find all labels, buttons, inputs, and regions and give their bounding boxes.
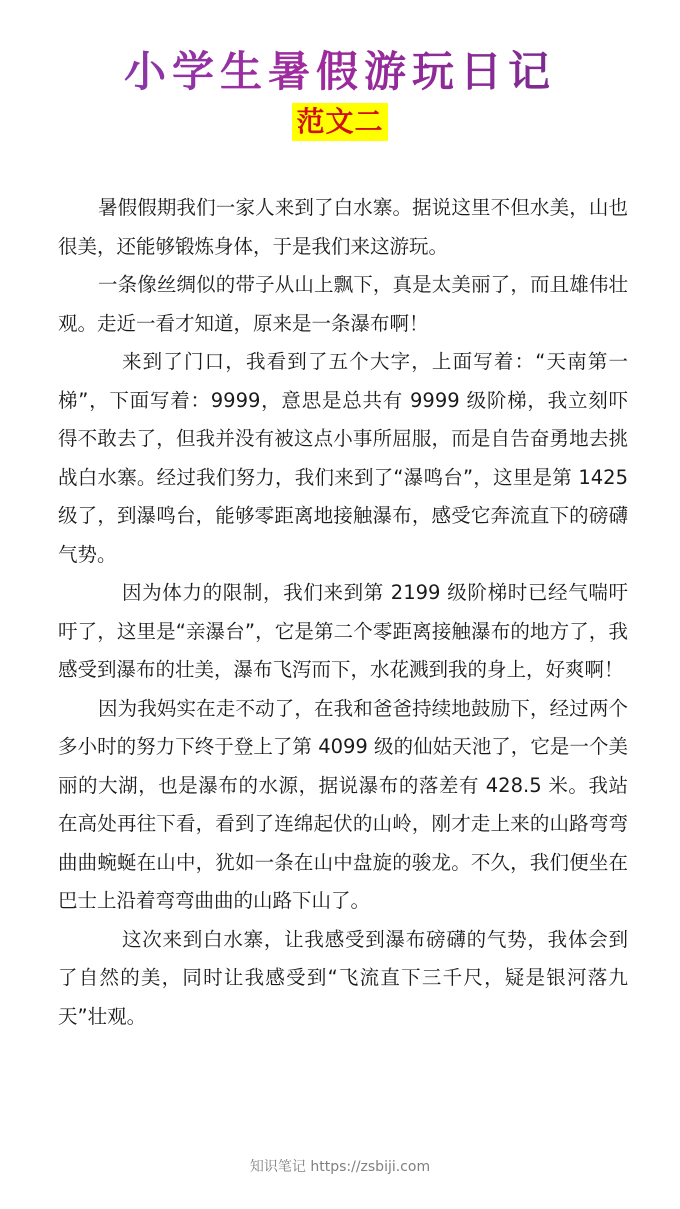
footer-watermark: 知识笔记 https://zsbiji.com bbox=[249, 1159, 431, 1175]
page-subtitle: 范文二 bbox=[292, 103, 387, 141]
page-title: 小学生暑假游玩日记 bbox=[0, 42, 680, 102]
paragraph-5: 因为我妈实在走不动了，在我和爸爸持续地鼓励下，经过两个多小时的努力下终于登上了第 4099 级的仙姑天池了，它是一个美丽的大湖，也是瀑布的水源，据说瀑布的落差有 428.5 米。我站在高处再往下看，看到了连绵起伏的山岭，刚才走上来的山路弯弯曲曲蜿蜒在山中，犹如一条在山中盘旋的骏龙。不久，我们便坐在巴士上沿着弯弯曲曲的山路下山了。 bbox=[58, 696, 628, 912]
paragraph-2: 一条像丝绸似的带子从山上飘下，真是太美丽了，而且雄伟壮观。走近一看才知道，原来是一条瀑布啊！ bbox=[58, 273, 628, 335]
article-body bbox=[58, 189, 628, 1036]
paragraph-6: 这次来到白水寨，让我感受到瀑布磅礴的气势，我体会到了自然的美，同时让我感受到“飞流直下三千尺，疑是银河落九天”壮观。 bbox=[58, 927, 628, 1028]
paragraph-4: 因为体力的限制，我们来到第 2199 级阶梯时已经气喘吁吁了，这里是“亲瀑台”，它是第二个零距离接触瀑布的地方了，我感受到瀑布的壮美，瀑布飞泻而下，水花溅到我的身上，好爽啊！ bbox=[58, 581, 628, 681]
paragraph-3: 来到了门口，我看到了五个大字，上面写着：“天南第一梯”，下面写着：9999，意思是总共有 9999 级阶梯，我立刻吓得不敢去了，但我并没有被这点小事所屈服，而是自告奋勇地去挑战白水寨。经过我们努力，我们来到了“瀑鸣台”，这里是第 1425 级了，到瀑鸣台，能够零距离地接触瀑布，感受它奔流直下的磅礴气势。 bbox=[58, 350, 628, 566]
subtitle-container bbox=[0, 103, 680, 141]
paragraph-1: 暑假假期我们一家人来到了白水寨。据说这里不但水美，山也很美，还能够锻炼身体，于是我们来这游玩。 bbox=[58, 196, 628, 258]
